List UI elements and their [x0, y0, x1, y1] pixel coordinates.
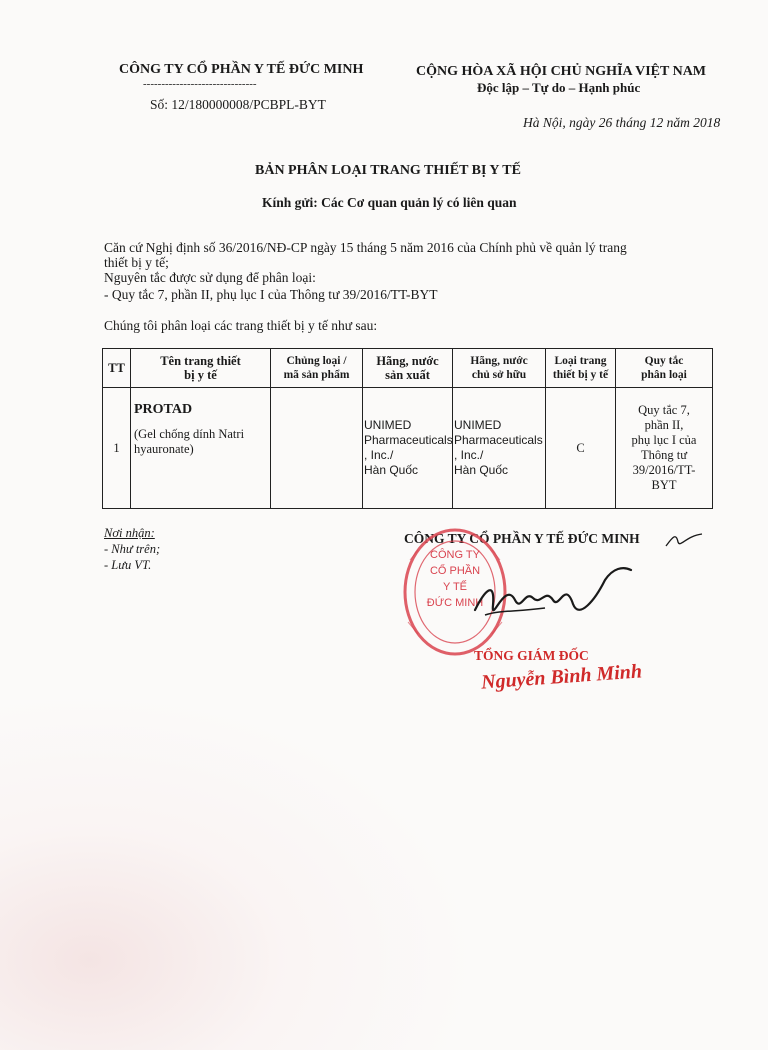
intro-text: Chúng tôi phân loại các trang thiết bị y tế như sau: — [104, 318, 378, 333]
national-motto: Độc lập – Tự do – Hạnh phúc — [477, 80, 641, 95]
svg-text:Y TẾ: Y TẾ — [442, 581, 468, 593]
classification-table — [102, 348, 713, 509]
product-name: PROTAD — [134, 402, 193, 417]
signature-company: CÔNG TY CỔ PHẦN Y TẾ ĐỨC MINH — [404, 531, 640, 546]
rule-text: - Quy tắc 7, phần II, phụ lục I của Thông tư 39/2016/TT-BYT — [104, 287, 438, 302]
header-tt: TT — [103, 349, 131, 388]
row-owner: UNIMED Pharmaceuticals , Inc./ Hàn Quốc — [453, 388, 546, 509]
principle-text: Nguyên tắc được sử dụng để phân loại: — [104, 270, 316, 285]
row-model — [271, 388, 363, 509]
row-device-name — [131, 388, 271, 509]
recipient-item: - Như trên; — [104, 542, 161, 556]
header-model: Chủng loại / mã sản phẩm — [271, 349, 363, 388]
table-row — [103, 388, 713, 509]
initial-mark — [664, 528, 704, 552]
header-owner: Hãng, nước chủ sở hữu — [453, 349, 546, 388]
recipient-item: - Lưu VT. — [104, 558, 152, 572]
signer-position: TỔNG GIÁM ĐỐC — [474, 648, 589, 663]
header-manufacturer: Hãng, nước sản xuất — [363, 349, 453, 388]
legal-basis-line1: Căn cứ Nghị định số 36/2016/NĐ-CP ngày 15 tháng 5 năm 2016 của Chính phủ về quản lý trang — [104, 240, 627, 255]
paper-stain — [0, 690, 480, 1050]
signer-name: Nguyễn Bình Minh — [480, 660, 643, 694]
document-number: Số: 12/180000008/PCBPL-BYT — [150, 97, 326, 112]
document-title: BẢN PHÂN LOẠI TRANG THIẾT BỊ Y TẾ — [255, 163, 521, 178]
addressee: Kính gửi: Các Cơ quan quản lý có liên quan — [262, 195, 517, 210]
company-name: CÔNG TY CỔ PHẦN Y TẾ ĐỨC MINH — [119, 62, 364, 77]
place-date: Hà Nội, ngày 26 tháng 12 năm 2018 — [523, 115, 721, 130]
header-divider: ------------------------------- — [143, 78, 257, 90]
row-device-class: C — [546, 388, 616, 509]
svg-text:ĐỨC MINH: ĐỨC MINH — [426, 597, 484, 609]
row-manufacturer: UNIMED Pharmaceuticals , Inc./ Hàn Quốc — [363, 388, 453, 509]
header-device-class: Loại trang thiết bị y tế — [546, 349, 616, 388]
header-device-name: Tên trang thiết bị y tế — [131, 349, 271, 388]
recipients-label: Nơi nhận: — [104, 526, 155, 540]
header-classification-rule: Quy tắc phân loại — [616, 349, 713, 388]
row-tt: 1 — [103, 388, 131, 509]
svg-text:CÔNG TY: CÔNG TY — [430, 549, 480, 561]
national-title: CỘNG HÒA XÃ HỘI CHỦ NGHĨA VIỆT NAM — [416, 64, 707, 79]
row-classification-rule: Quy tắc 7, phần II, phụ lục I của Thông tư 39/2016/TT- BYT — [616, 388, 713, 509]
svg-text:CỔ PHẦN: CỔ PHẦN — [429, 565, 481, 577]
product-description: (Gel chống dính Natri hyauronate) — [134, 427, 245, 456]
director-signature — [455, 560, 655, 640]
table-header-row — [103, 349, 713, 388]
legal-basis-line2: thiết bị y tế; — [104, 255, 169, 270]
